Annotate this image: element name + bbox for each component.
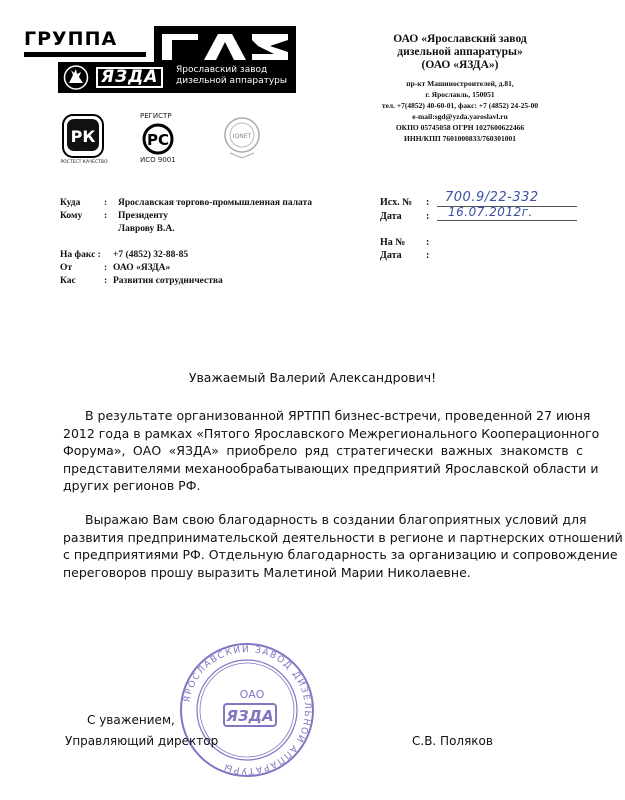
company-name-line1: ОАО «Ярославский завод bbox=[393, 33, 527, 45]
whom-colon: : bbox=[104, 211, 108, 221]
paragraph-1-line: Форума», ОАО «ЯЗДА» приобрело ряд стратегически важных знакомств с bbox=[63, 443, 583, 458]
outgoing-date-handwritten: 16.07.2012г. bbox=[448, 205, 533, 219]
plant-name bbox=[176, 65, 294, 87]
subject-colon: : bbox=[104, 276, 108, 286]
company-address-line2: г. Ярославль, 150051 bbox=[425, 90, 495, 99]
deer-icon bbox=[61, 65, 91, 90]
from-colon: : bbox=[104, 263, 108, 273]
paragraph-2-line: развития предпринимательской деятельности в регионе и партнерских отношений bbox=[63, 529, 623, 545]
outgoing-date-line bbox=[437, 220, 577, 221]
stamp-center-top: ОАО bbox=[239, 688, 265, 701]
signer-name: С.В. Поляков bbox=[412, 734, 493, 748]
plant-name-line2: дизельной аппаратуры bbox=[176, 76, 287, 86]
salutation: Уважаемый Валерий Александрович! bbox=[188, 370, 437, 385]
outgoing-date-label: Дата bbox=[380, 211, 402, 222]
company-email: e-mail:sgd@yzda.yaroslavl.ru bbox=[412, 112, 508, 121]
incoming-date-colon: : bbox=[426, 250, 430, 261]
outgoing-number-handwritten: 700.9/22-332 bbox=[445, 190, 539, 205]
to-value: Ярославская торгово-промышленная палата bbox=[118, 198, 313, 208]
paragraph-2-line: с предприятиями РФ. Отдельную благодарность за организацию и сопровождение bbox=[63, 547, 618, 562]
company-phone: тел. +7(4852) 40-60-01, факс: +7 (4852) 24-25-00 bbox=[381, 101, 539, 110]
company-name-line3: (ОАО «ЯЗДА») bbox=[421, 59, 499, 71]
paragraph-2-line: Выражаю Вам свою благодарность в создании благоприятных условий для bbox=[85, 512, 587, 527]
gost-letters: РС bbox=[146, 131, 170, 149]
incoming-number-colon: : bbox=[426, 237, 430, 248]
iqnet-label: IQNET bbox=[232, 133, 252, 140]
fax-value: +7 (4852) 32-88-85 bbox=[113, 250, 189, 260]
paragraph-1 bbox=[63, 407, 600, 495]
logo-underline bbox=[24, 52, 146, 57]
whom-label: Кому bbox=[60, 211, 83, 221]
outgoing-number-label: Исх. № bbox=[380, 197, 413, 208]
company-seal-stamp bbox=[172, 640, 322, 780]
paragraph-1-line: представителями механообрабатывающих предприятий Ярославской области и bbox=[63, 460, 599, 476]
signer-title: Управляющий директор bbox=[65, 734, 219, 748]
paragraph-1-line: 2012 года в рамках «Пятого Ярославского Межрегионального Кооперационного bbox=[63, 425, 600, 441]
fax-label: На факс : bbox=[60, 250, 101, 260]
to-colon: : bbox=[104, 198, 108, 208]
rk-caption: РОСТЕСТ КАЧЕСТВО bbox=[60, 160, 108, 165]
stamp-center-logo: ЯЗДА bbox=[226, 707, 274, 725]
rk-letters: РК bbox=[70, 127, 96, 146]
company-address-line1: пр-кт Машиностроителей, д.81, bbox=[406, 79, 514, 88]
company-inn: ИНН/КПП 7601000833/760301001 bbox=[404, 134, 516, 143]
subject-label: Кас bbox=[60, 276, 76, 286]
paragraph-1-line: других регионов РФ. bbox=[63, 478, 201, 493]
paragraph-2 bbox=[63, 511, 623, 581]
outgoing-number-colon: : bbox=[426, 197, 430, 208]
stamp-outer-text: ЯРОСЛАВСКИЙ ЗАВОД ДИЗЕЛЬНОЙ АППАРАТУРЫ bbox=[182, 644, 313, 776]
gaz-logo-icon bbox=[154, 26, 296, 66]
company-name-line2: дизельной аппаратуры» bbox=[397, 46, 523, 58]
whom-value-line2: Лаврову В.А. bbox=[118, 224, 175, 234]
gost-bottom-label: ИСО 9001 bbox=[140, 156, 176, 164]
subject-value: Развития сотрудничества bbox=[113, 276, 223, 286]
yazda-wordmark: ЯЗДА bbox=[96, 67, 163, 88]
iqnet-certification-icon bbox=[222, 115, 262, 159]
from-label: От bbox=[60, 263, 73, 273]
closing: С уважением, bbox=[87, 713, 175, 727]
incoming-number-label: На № bbox=[380, 237, 406, 248]
incoming-date-label: Дата bbox=[380, 250, 402, 261]
rk-certification-icon bbox=[62, 114, 104, 158]
company-header bbox=[340, 33, 580, 144]
to-label: Куда bbox=[60, 198, 81, 208]
from-value: ОАО «ЯЗДА» bbox=[113, 263, 171, 273]
plant-name-line1: Ярославский завод bbox=[176, 65, 268, 75]
paragraph-1-line: В результате организованной ЯРТПП бизнес-встречи, проведенной 27 июня bbox=[85, 408, 591, 423]
logo-group-text: ГРУППА bbox=[24, 28, 118, 50]
yazda-logo bbox=[58, 62, 296, 93]
gost-top-label: РЕГИСТР bbox=[140, 112, 172, 120]
paragraph-2-line: переговоров прошу выразить Малетиной Марии Николаевне. bbox=[63, 564, 471, 580]
outgoing-date-colon: : bbox=[426, 211, 430, 222]
company-okpo: ОКПО 05745058 ОГРН 1027600622466 bbox=[395, 123, 525, 132]
whom-value-line1: Президенту bbox=[118, 211, 168, 221]
